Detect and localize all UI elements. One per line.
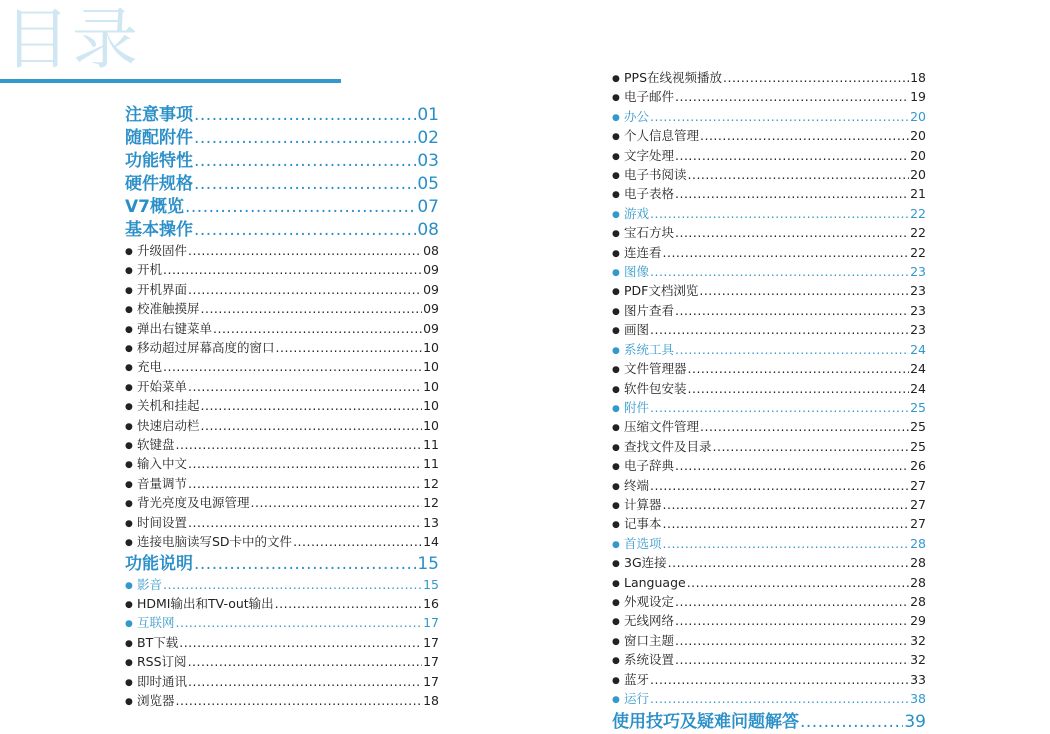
toc-page-number: 12 [423,495,439,511]
toc-leader-dots [650,690,909,707]
toc-page-number: 10 [423,417,439,433]
toc-entry-label: ● 图片查看 [612,302,674,321]
toc-page-number: 22 [910,244,926,260]
toc-leader-dots [650,477,909,494]
toc-entry-label: ● 办公 [612,108,649,127]
toc-leader-dots [675,185,909,202]
toc-page-number: 13 [423,514,439,530]
toc-entry-label: 硬件规格 [125,174,193,194]
toc-leader-dots [687,574,909,591]
toc-entry-label: ● Language [612,574,686,593]
toc-page-number: 07 [417,197,439,217]
toc-entry-label: ● 输入中文 [125,455,187,474]
toc-item-entry[interactable] [612,244,926,263]
toc-entry-label: ● 查找文件及目录 [612,438,712,457]
toc-main-entry[interactable] [125,173,439,196]
toc-page-number: 20 [910,128,926,144]
toc-entry-label: ● 压缩文件管理 [612,418,699,437]
toc-entry-label: ● 蓝牙 [612,671,649,690]
toc-item-entry[interactable] [612,185,926,204]
toc-leader-dots [194,219,416,242]
toc-item-entry[interactable] [612,515,926,534]
toc-entry-label: V7概览 [125,197,184,217]
toc-leader-dots [188,281,422,298]
toc-entry-label: ● 外观设定 [612,593,674,612]
toc-leader-dots [663,244,910,261]
toc-page-number: 22 [910,205,926,221]
toc-item-entry[interactable] [125,514,439,533]
toc-entry-label: ● 开机界面 [125,281,187,300]
toc-section-entry[interactable] [612,399,926,418]
toc-item-entry[interactable] [125,397,439,416]
toc-section-entry[interactable] [612,108,926,127]
toc-page-number: 14 [423,534,439,550]
toc-section-entry[interactable] [612,205,926,224]
toc-page-number: 05 [417,174,439,194]
toc-entry-label: ● 互联网 [125,614,175,633]
toc-page-number: 18 [423,692,439,708]
toc-leader-dots [650,399,909,416]
toc-page-number: 12 [423,475,439,491]
toc-page-number: 23 [910,283,926,299]
page-heading: 目录 [4,1,140,78]
toc-page-number: 33 [910,671,926,687]
toc-page-number: 26 [910,458,926,474]
toc-leader-dots [650,671,909,688]
toc-entry-label: ● 浏览器 [125,692,175,711]
toc-page-number: 32 [910,652,926,668]
toc-page-number: 29 [910,613,926,629]
toc-leader-dots [194,104,416,127]
toc-item-entry[interactable] [125,533,439,552]
toc-item-entry[interactable] [125,692,439,711]
toc-leader-dots [700,127,909,144]
toc-item-entry[interactable] [125,417,439,436]
toc-page-number: 23 [910,322,926,338]
toc-entry-label: ● 首选项 [612,535,662,554]
toc-page-number: 11 [423,456,439,472]
toc-item-entry[interactable] [125,281,439,300]
toc-entry-label: 随配附件 [125,128,193,148]
toc-entry-label: ● 即时通讯 [125,673,187,692]
toc-leader-dots [650,263,909,280]
toc-entry-label: ● 系统工具 [612,341,674,360]
toc-item-entry[interactable] [125,455,439,474]
toc-page-number: 09 [423,281,439,297]
toc-item-entry[interactable] [612,438,926,457]
toc-main-entry[interactable] [612,711,926,734]
toc-entry-label: ● 软键盘 [125,436,175,455]
toc-page-number: 08 [417,220,439,240]
toc-page-number: 25 [910,419,926,435]
toc-item-entry[interactable] [612,302,926,321]
toc-section-entry[interactable] [612,535,926,554]
toc-leader-dots [668,554,909,571]
toc-item-entry[interactable] [612,496,926,515]
toc-leader-dots [176,436,423,453]
toc-entry-label: ● 电子书阅读 [612,166,687,185]
toc-item-entry[interactable] [612,380,926,399]
toc-item-entry[interactable] [125,300,439,319]
toc-leader-dots [688,380,910,397]
toc-leader-dots [163,576,422,593]
toc-item-entry[interactable] [612,671,926,690]
toc-page-number: 09 [423,320,439,336]
toc-leader-dots [663,496,910,513]
toc-leader-dots [713,438,910,455]
toc-entry-label: ● BT下载 [125,634,178,653]
toc-entry-label: ● 运行 [612,690,649,709]
toc-entry-label: ● 快速启动栏 [125,417,200,436]
toc-item-entry[interactable] [125,261,439,280]
toc-leader-dots [163,261,422,278]
toc-leader-dots [675,302,909,319]
toc-entry-label: ● 文字处理 [612,147,674,166]
toc-page-number: 24 [910,361,926,377]
toc-leader-dots [800,711,903,734]
toc-page-number: 02 [417,128,439,148]
toc-entry-label: ● 软件包安装 [612,380,687,399]
toc-entry-label: ● 3G连接 [612,554,667,573]
toc-leader-dots [188,673,422,690]
toc-leader-dots [723,69,909,86]
toc-main-entry[interactable] [125,219,439,242]
toc-item-entry[interactable] [612,321,926,340]
toc-entry-label: ● 背光亮度及电源管理 [125,494,250,513]
toc-page-number: 20 [910,108,926,124]
toc-leader-dots [201,417,423,434]
toc-leader-dots [213,320,422,337]
toc-leader-dots [650,205,909,222]
toc-leader-dots [194,127,416,150]
toc-leader-dots [188,455,422,472]
toc-page-number: 23 [910,302,926,318]
toc-leader-dots [675,224,909,241]
toc-item-entry[interactable] [125,242,439,261]
toc-entry-label: ● 电子表格 [612,185,674,204]
toc-page-number: 20 [910,147,926,163]
toc-page-number: 38 [910,691,926,706]
toc-leader-dots [163,358,422,375]
toc-entry-label: ● 开始菜单 [125,378,187,397]
toc-main-entry[interactable] [125,150,439,173]
toc-item-entry[interactable] [125,634,439,653]
toc-section-entry[interactable] [612,690,926,709]
toc-main-entry[interactable] [125,104,439,127]
toc-leader-dots [675,341,909,358]
toc-entry-label: ● 连连看 [612,244,662,263]
toc-item-entry[interactable] [125,320,439,339]
toc-leader-dots [699,282,909,299]
toc-page-number: 10 [423,378,439,394]
toc-item-entry[interactable] [125,673,439,692]
toc-page-number: 18 [910,70,926,85]
toc-item-entry[interactable] [612,282,926,301]
toc-page-number: 17 [423,654,439,670]
toc-leader-dots [675,593,909,610]
toc-item-entry[interactable] [612,477,926,496]
toc-item-entry[interactable] [612,612,926,631]
toc-leader-dots [194,553,416,576]
toc-entry-label: ● 附件 [612,399,649,418]
toc-entry-label: ● 图像 [612,263,649,282]
toc-main-entry[interactable] [125,127,439,150]
heading-rule [0,79,341,83]
toc-item-entry[interactable] [125,378,439,397]
toc-entry-label: ● PPS在线视频播放 [612,69,722,88]
toc-page-number: 10 [423,398,439,414]
toc-entry-label: ● 无线网络 [612,612,674,631]
toc-page-number: 25 [910,438,926,454]
toc-leader-dots [663,535,910,552]
toc-section-entry[interactable] [125,576,439,595]
toc-page-number: 22 [910,225,926,241]
toc-page-number: 08 [423,243,439,258]
toc-item-entry[interactable] [612,360,926,379]
toc-page-number: 17 [423,615,439,631]
toc-leader-dots [201,300,423,317]
toc-entry-label: ● 充电 [125,358,162,377]
toc-page-number: 17 [423,673,439,689]
toc-leader-dots [675,147,909,164]
toc-leader-dots [201,397,423,414]
toc-page-number: 28 [910,574,926,590]
toc-page-number: 09 [423,301,439,317]
toc-entry-label: ● 升级固件 [125,242,187,261]
toc-page-number: 01 [417,105,439,125]
toc-item-entry[interactable] [125,595,439,614]
toc-item-entry[interactable] [612,69,926,88]
toc-leader-dots [688,360,910,377]
toc-item-entry[interactable] [612,166,926,185]
toc-entry-label: ● RSS订阅 [125,653,187,672]
toc-page-number: 21 [910,186,926,202]
toc-page-number: 15 [417,553,439,574]
toc-entry-label: ● 系统设置 [612,651,674,670]
toc-page-number: 27 [910,496,926,512]
toc-leader-dots [179,634,422,651]
toc-leader-dots [650,108,909,125]
toc-item-entry[interactable] [612,418,926,437]
toc-item-entry[interactable] [125,494,439,513]
toc-page-number: 03 [417,151,439,171]
toc-item-entry[interactable] [612,457,926,476]
toc-page-number: 25 [910,399,926,415]
toc-entry-label: ● 电子邮件 [612,88,674,107]
toc-item-entry[interactable] [612,88,926,107]
toc-page-number: 28 [910,555,926,571]
toc-leader-dots [688,166,910,183]
toc-item-entry[interactable] [125,653,439,672]
toc-leader-dots [650,321,909,338]
toc-main-entry[interactable] [125,196,439,219]
toc-page-number: 09 [423,262,439,278]
toc-item-entry[interactable] [612,147,926,166]
toc-page-number: 19 [910,89,926,105]
toc-main-entry[interactable] [125,553,439,576]
toc-entry-label: ● 电子辞典 [612,457,674,476]
toc-leader-dots [293,533,422,550]
toc-entry-label: 基本操作 [125,220,193,240]
toc-section-entry[interactable] [612,341,926,360]
toc-item-entry[interactable] [125,339,439,358]
toc-page-number: 24 [910,380,926,396]
toc-entry-label: ● 关机和挂起 [125,397,200,416]
toc-entry-label: ● 个人信息管理 [612,127,699,146]
toc-leader-dots [188,475,422,492]
toc-leader-dots [176,692,423,709]
toc-leader-dots [251,494,423,511]
toc-leader-dots [176,614,423,631]
toc-leader-dots [276,339,423,356]
toc-leader-dots [675,457,909,474]
toc-page-number: 17 [423,634,439,650]
toc-page-number: 39 [904,712,926,733]
toc-left-column [125,104,439,711]
toc-entry-label: ● HDMI输出和TV-out输出 [125,595,274,614]
toc-page-number: 24 [910,341,926,357]
toc-entry-label: ● 画图 [612,321,649,340]
toc-leader-dots [188,242,422,259]
toc-page-number: 15 [423,576,439,592]
toc-entry-label: ● 音量调节 [125,475,187,494]
toc-page-number: 20 [910,167,926,183]
toc-entry-label: ● 游戏 [612,205,649,224]
toc-item-entry[interactable] [612,651,926,670]
toc-page-number: 27 [910,516,926,532]
toc-entry-label: ● 窗口主题 [612,632,674,651]
toc-entry-label: ● 校准触摸屏 [125,300,200,319]
toc-item-entry[interactable] [125,475,439,494]
toc-entry-label: ● 时间设置 [125,514,187,533]
toc-entry-label: 功能说明 [125,553,193,574]
toc-entry-label: ● PDF文档浏览 [612,282,698,301]
toc-leader-dots [194,150,416,173]
toc-leader-dots [675,632,909,649]
toc-page-number: 28 [910,535,926,551]
toc-leader-dots [188,514,422,531]
toc-item-entry[interactable] [612,632,926,651]
toc-entry-label: ● 记事本 [612,515,662,534]
toc-entry-label: ● 宝石方块 [612,224,674,243]
toc-page-number: 16 [423,595,439,611]
toc-item-entry[interactable] [612,554,926,573]
toc-item-entry[interactable] [612,593,926,612]
toc-leader-dots [700,418,909,435]
toc-entry-label: ● 移动超过屏幕高度的窗口 [125,339,275,358]
toc-page-number: 11 [423,437,439,453]
toc-entry-label: 注意事项 [125,105,193,125]
toc-page-number: 27 [910,477,926,493]
toc-item-entry[interactable] [612,224,926,243]
toc-entry-label: ● 终端 [612,477,649,496]
toc-leader-dots [275,595,422,612]
toc-leader-dots [675,651,909,668]
toc-entry-label: ● 影音 [125,576,162,595]
toc-entry-label: ● 连接电脑读写SD卡中的文件 [125,533,292,552]
toc-page-number: 10 [423,340,439,356]
toc-entry-label: ● 文件管理器 [612,360,687,379]
toc-item-entry[interactable] [612,127,926,146]
toc-leader-dots [185,196,416,219]
toc-leader-dots [194,173,416,196]
toc-entry-label: 使用技巧及疑难问题解答 [612,712,799,733]
toc-section-entry[interactable] [125,614,439,633]
toc-page-number: 32 [910,632,926,648]
toc-entry-label: ● 计算器 [612,496,662,515]
toc-leader-dots [675,612,909,629]
toc-leader-dots [675,88,909,105]
toc-entry-label: ● 弹出右键菜单 [125,320,212,339]
toc-page-number: 10 [423,359,439,375]
toc-entry-label: ● 开机 [125,261,162,280]
toc-section-entry[interactable] [612,263,926,282]
toc-item-entry[interactable] [612,574,926,593]
toc-item-entry[interactable] [125,358,439,377]
toc-leader-dots [663,515,910,532]
toc-page-number: 23 [910,264,926,280]
toc-right-column [612,69,926,734]
toc-leader-dots [188,378,422,395]
toc-item-entry[interactable] [125,436,439,455]
toc-page-number: 28 [910,593,926,609]
toc-leader-dots [188,653,423,670]
toc-entry-label: 功能特性 [125,151,193,171]
